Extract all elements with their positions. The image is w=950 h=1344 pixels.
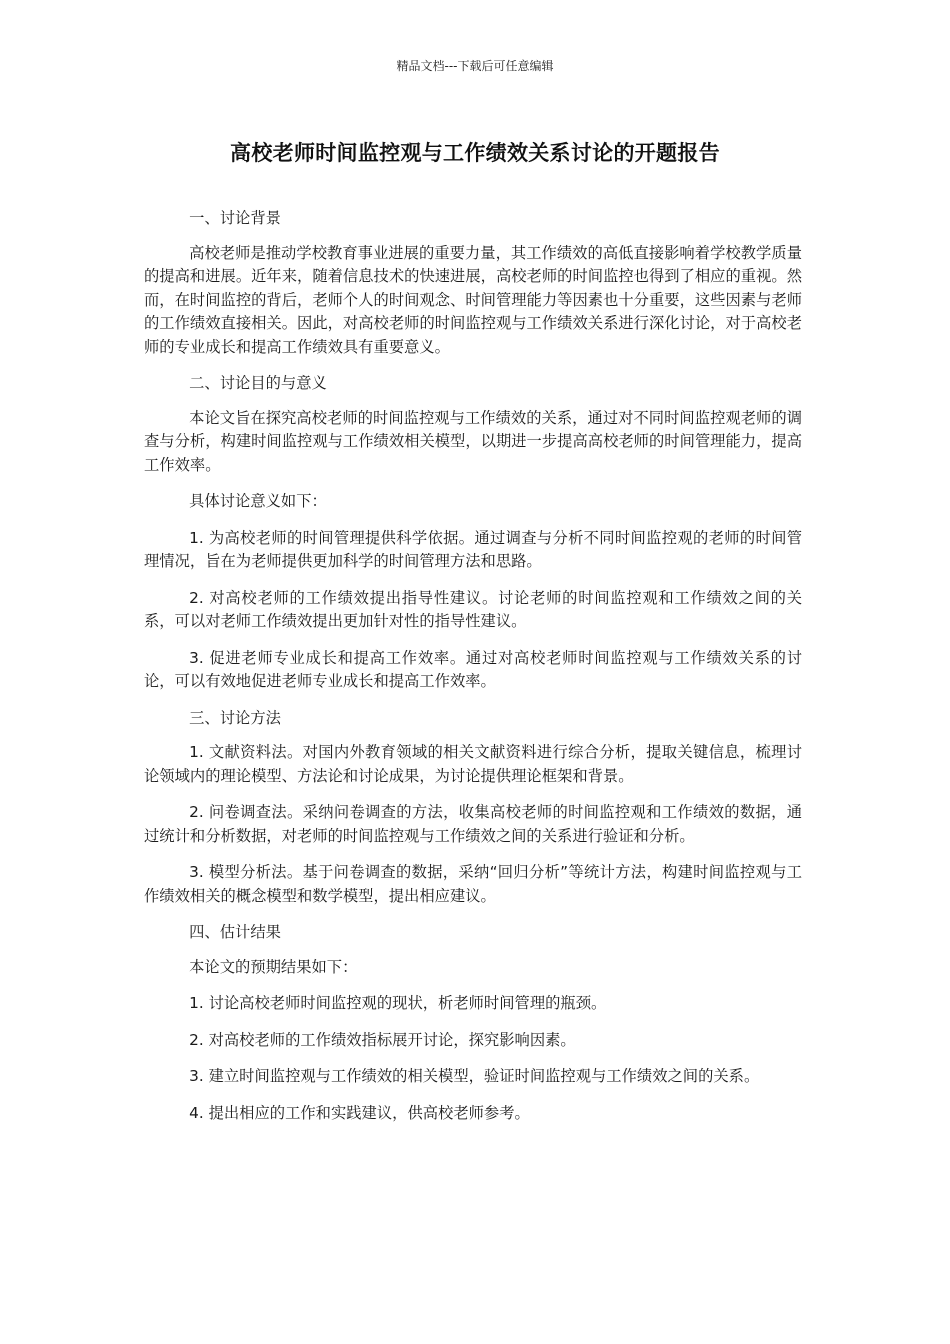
section-heading-results: 四、估计结果: [189, 923, 281, 941]
list-item-result-3: 3. 建立时间监控观与工作绩效的相关模型，验证时间监控观与工作绩效之间的关系。: [189, 1067, 760, 1085]
section-heading-purpose: 二、讨论目的与意义: [189, 374, 327, 392]
list-item-significance-2: 2. 对高校老师的工作绩效提出指导性建议。讨论老师的时间监控观和工作绩效之间的关系，可以对老师工作绩效提出更加针对性的指导性建议。: [144, 588, 802, 630]
list-item-significance-3: 3. 促进老师专业成长和提高工作效率。通过对高校老师时间监控观与工作绩效关系的讨论，可以有效地促进老师专业成长和提高工作效率。: [144, 648, 802, 690]
paragraph-purpose: 本论文旨在探究高校老师的时间监控观与工作绩效的关系，通过对不同时间监控观老师的调查与分析，构建时间监控观与工作绩效相关模型，以期进一步提高高校老师的时间管理能力，提高工作效率。: [144, 408, 802, 474]
list-item-method-1: 1. 文献资料法。对国内外教育领域的相关文献资料进行综合分析，提取关键信息，梳理讨论领域内的理论模型、方法论和讨论成果，为讨论提供理论框架和背景。: [144, 743, 802, 785]
section-heading-background: 一、讨论背景: [189, 209, 281, 227]
list-item-method-3: 3. 模型分析法。基于问卷调查的数据，采纳“回归分析”等统计方法，构建时间监控观与工作绩效相关的概念模型和数学模型，提出相应建议。: [144, 863, 802, 905]
paragraph-significance-intro: 具体讨论意义如下：: [189, 492, 327, 510]
section-heading-methods: 三、讨论方法: [189, 708, 281, 727]
paragraph-background: 高校老师是推动学校教育事业进展的重要力量，其工作绩效的高低直接影响着学校教学质量的提高和进展。近年来，随着信息技术的快速进展，高校老师的时间监控也得到了相应的重视。然而，在时间监控的背后，老师个人的时间观念、时间管理能力等因素也十分重要，这些因素与老师的工作绩效直接相关。因此，对高校老师的时间监控观与工作绩效关系进行深化讨论，对于高校老师的专业成长和提高工作绩效具有重要意义。: [144, 243, 802, 356]
list-item-result-4: 4. 提出相应的工作和实践建议，供高校老师参考。: [189, 1103, 530, 1122]
list-item-method-2: 2. 问卷调查法。采纳问卷调查的方法，收集高校老师的时间监控观和工作绩效的数据，通过统计和分析数据，对老师的时间监控观与工作绩效之间的关系进行验证和分析。: [144, 803, 802, 845]
list-item-result-2: 2. 对高校老师的工作绩效指标展开讨论，探究影响因素。: [189, 1030, 576, 1049]
paragraph-results-intro: 本论文的预期结果如下：: [189, 957, 358, 976]
list-item-significance-1: 1. 为高校老师的时间管理提供科学依据。通过调查与分析不同时间监控观的老师的时间管理情况，旨在为老师提供更加科学的时间管理方法和思路。: [144, 528, 802, 570]
header-note: 精品文档---下载后可任意编辑: [396, 59, 554, 73]
document-body: [144, 207, 802, 1138]
document-title: 高校老师时间监控观与工作绩效关系讨论的开题报告: [230, 141, 720, 165]
list-item-result-1: 1. 讨论高校老师时间监控观的现状，析老师时间管理的瓶颈。: [189, 994, 607, 1012]
